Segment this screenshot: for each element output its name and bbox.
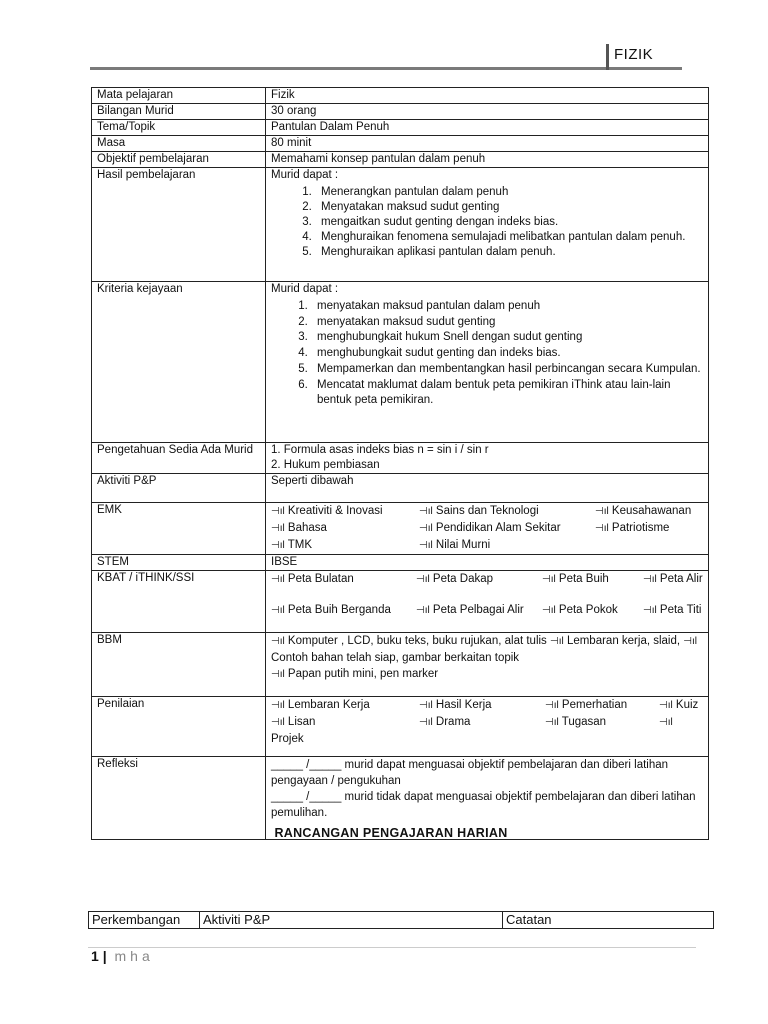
checklist-label: Patriotisme (611, 522, 670, 534)
checklist-item[interactable] (271, 520, 419, 537)
row-label: EMK (92, 503, 266, 555)
checklist-label: Peta Titi (659, 604, 702, 616)
list-intro: Murid dapat : (271, 283, 339, 295)
checklist-item[interactable] (545, 714, 659, 731)
checklist-label: Peta Bulatan (287, 573, 354, 585)
row-label: STEM (92, 555, 266, 571)
table-row (92, 152, 709, 168)
table-row (92, 104, 709, 120)
lesson-plan-table (91, 87, 709, 840)
list-item: 5. Menghuraikan aplikasi pantulan dalam penuh. (315, 245, 703, 260)
list-item: 6. Mencatat maklumat dalam bentuk peta pemikiran iThink atau lain-lain bentuk peta pemikiran. (311, 378, 703, 409)
checklist-item[interactable] (419, 520, 595, 537)
checklist-item[interactable] (271, 714, 419, 731)
checklist-label: Komputer , LCD, buku teks, buku rujukan, alat tulis (287, 635, 547, 647)
row-label: Hasil pembelajaran (92, 168, 266, 282)
checklist-item[interactable] (271, 602, 416, 619)
table-row (92, 136, 709, 152)
author-initials: mha (114, 948, 154, 964)
checkbox-icon: ⊣ıl (271, 717, 285, 728)
document-title: RANCANGAN PENGAJARAN HARIAN (274, 826, 508, 840)
header-subject: FIZIK (614, 46, 654, 63)
table-row (92, 443, 709, 474)
table-row (92, 571, 709, 633)
checklist-label: Kuiz (675, 699, 699, 711)
row-value (266, 571, 709, 633)
row-value (266, 282, 709, 443)
checkbox-icon: ⊣ıl (419, 700, 433, 711)
row-label: Penilaian (92, 697, 266, 757)
column-header: Aktiviti P&P (200, 912, 503, 929)
checklist-label: Contoh bahan telah siap, gambar berkaitan topik (271, 652, 520, 664)
footer-rule (88, 947, 696, 948)
row-value: 80 minit (266, 136, 709, 152)
table-row (92, 282, 709, 443)
table-row (92, 474, 709, 503)
checklist-item[interactable] (542, 571, 643, 588)
checklist-label: Peta Pelbagai Alir (432, 604, 524, 616)
list-item: 3. mengaitkan sudut genting dengan indeks bias. (315, 215, 703, 230)
row-value: Seperti dibawah (266, 474, 709, 503)
table-row (92, 555, 709, 571)
row-value: Pantulan Dalam Penuh (266, 120, 709, 136)
row-label: BBM (92, 633, 266, 697)
list-item: 2. Menyatakan maksud sudut genting (315, 200, 703, 215)
list-item: 2. menyatakan maksud sudut genting (311, 315, 703, 331)
checklist-label: Hasil Kerja (435, 699, 492, 711)
checklist-item[interactable] (271, 503, 419, 520)
checklist-item[interactable] (416, 602, 542, 619)
checklist-label: TMK (287, 539, 312, 551)
checklist-label: Peta Buih (558, 573, 609, 585)
column-header: Catatan (503, 912, 714, 929)
header-tick (606, 44, 609, 70)
checkbox-icon: ⊣ıl (271, 605, 285, 616)
checklist-label: Drama (435, 716, 471, 728)
row-label: Bilangan Murid (92, 104, 266, 120)
checklist-label: Pemerhatian (561, 699, 628, 711)
outcome-list (271, 185, 703, 260)
checklist-label: Peta Dakap (432, 573, 494, 585)
checklist-item[interactable] (271, 668, 438, 680)
checklist-item[interactable] (419, 697, 545, 714)
list-item: 5. Mempamerkan dan membentangkan hasil perbincangan secara Kumpulan. (311, 362, 703, 378)
checkbox-icon: ⊣ıl (416, 574, 430, 585)
row-label: Objektif pembelajaran (92, 152, 266, 168)
checklist-label: Lembaran Kerja (287, 699, 370, 711)
checklist-label: Lembaran kerja, slaid, (566, 635, 681, 647)
checkbox-icon: ⊣ıl (545, 700, 559, 711)
checklist-item[interactable] (595, 503, 691, 520)
checklist-item[interactable] (271, 537, 419, 554)
checklist-item[interactable] (419, 503, 595, 520)
checkbox-icon: ⊣ıl (419, 540, 433, 551)
row-label: Masa (92, 136, 266, 152)
row-value (266, 443, 709, 474)
checklist-item[interactable] (542, 602, 643, 619)
table-row (92, 697, 709, 757)
header-rule (90, 67, 682, 70)
checkbox-icon: ⊣ıl (271, 636, 285, 647)
column-header: Perkembangan (89, 912, 200, 929)
checklist-item[interactable] (659, 697, 698, 714)
reflection-line-1: _____ /_____ murid dapat menguasai objektif pembelajaran dan diberi latihan pengayaan / pengukuhan (271, 759, 669, 787)
row-value: Fizik (266, 88, 709, 104)
list-item: 1. menyatakan maksud pantulan dalam penuh (311, 299, 703, 315)
checkbox-icon: ⊣ıl (659, 700, 673, 711)
checkbox-icon: ⊣ıl (545, 717, 559, 728)
checklist-label: Papan putih mini, pen marker (287, 668, 439, 680)
list-intro: Murid dapat : (271, 169, 339, 181)
checkbox-icon: ⊣ıl (595, 506, 609, 517)
table-row (92, 168, 709, 282)
checklist-item[interactable] (419, 714, 545, 731)
row-label: Mata pelajaran (92, 88, 266, 104)
checklist-item[interactable] (271, 697, 419, 714)
checkbox-icon: ⊣ıl (595, 523, 609, 534)
checkbox-icon: ⊣ıl (643, 574, 657, 585)
row-value (266, 697, 709, 757)
checklist-label: Bahasa (287, 522, 327, 534)
table-row (89, 912, 714, 929)
checklist-label: Pendidikan Alam Sekitar (435, 522, 561, 534)
list-item: 3. menghubungkait hukum Snell dengan sudut genting (311, 330, 703, 346)
table-row (92, 503, 709, 555)
checklist-item[interactable] (271, 571, 416, 588)
row-value (266, 503, 709, 555)
page-footer (91, 948, 154, 964)
checklist-label: Peta Buih Berganda (287, 604, 391, 616)
row-label: Refleksi (92, 757, 266, 840)
row-label: Tema/Topik (92, 120, 266, 136)
checklist-item[interactable] (419, 537, 490, 554)
row-label: Kriteria kejayaan (92, 282, 266, 443)
checklist-item[interactable] (545, 697, 659, 714)
checkbox-icon: ⊣ıl (659, 717, 673, 728)
checklist-item[interactable] (416, 571, 542, 588)
checklist-label: Projek (271, 733, 304, 745)
checklist-item[interactable] (643, 571, 703, 588)
row-value: IBSE (266, 555, 709, 571)
reflection-line-2: _____ /_____ murid tidak dapat menguasai objektif pembelajaran dan diberi latihan pemulihan. (271, 791, 696, 819)
row-value: 30 orang (266, 104, 709, 120)
prior-knowledge-1: 1. Formula asas indeks bias n = sin i / sin r (271, 444, 489, 456)
checklist-item[interactable] (595, 520, 669, 537)
checkbox-icon: ⊣ıl (550, 636, 564, 647)
checklist-item[interactable] (271, 635, 547, 647)
table-row (92, 633, 709, 697)
checklist-label: Nilai Murni (435, 539, 491, 551)
list-item: 4. Menghuraikan fenomena semulajadi melibatkan pantulan dalam penuh. (315, 230, 703, 245)
checkbox-icon: ⊣ıl (683, 636, 698, 647)
list-item: 1. Menerangkan pantulan dalam penuh (315, 185, 703, 200)
checkbox-icon: ⊣ıl (419, 506, 433, 517)
criteria-list (271, 299, 703, 409)
checkbox-icon: ⊣ıl (271, 669, 285, 680)
progress-table (88, 911, 714, 929)
row-value (266, 168, 709, 282)
row-label: KBAT / iTHINK/SSI (92, 571, 266, 633)
page-separator: | (102, 948, 107, 964)
checkbox-icon: ⊣ıl (271, 700, 285, 711)
checklist-item[interactable] (550, 635, 680, 647)
row-label: Pengetahuan Sedia Ada Murid (92, 443, 266, 474)
checkbox-icon: ⊣ıl (271, 574, 285, 585)
row-value: Memahami konsep pantulan dalam penuh (266, 152, 709, 168)
checkbox-icon: ⊣ıl (271, 523, 285, 534)
page-number: 1 (91, 948, 99, 964)
checkbox-icon: ⊣ıl (643, 605, 657, 616)
table-row (92, 88, 709, 104)
checklist-label: Lisan (287, 716, 316, 728)
checkbox-icon: ⊣ıl (419, 717, 433, 728)
checkbox-icon: ⊣ıl (271, 540, 285, 551)
checklist-item[interactable] (643, 602, 701, 619)
checklist-label: Kreativiti & Inovasi (287, 505, 383, 517)
checklist-label: Peta Alir (659, 573, 703, 585)
checkbox-icon: ⊣ıl (419, 523, 433, 534)
checklist-item[interactable] (659, 714, 673, 731)
checkbox-icon: ⊣ıl (416, 605, 430, 616)
checklist-label: Tugasan (561, 716, 607, 728)
checkbox-icon: ⊣ıl (542, 574, 556, 585)
checkbox-icon: ⊣ıl (542, 605, 556, 616)
list-item: 4. menghubungkait sudut genting dan indeks bias. (311, 346, 703, 362)
row-value (266, 633, 709, 697)
checklist-label: Keusahawanan (611, 505, 692, 517)
table-row (92, 120, 709, 136)
row-label: Aktiviti P&P (92, 474, 266, 503)
checklist-label: Peta Pokok (558, 604, 618, 616)
checklist-label: Sains dan Teknologi (435, 505, 539, 517)
prior-knowledge-2: 2. Hukum pembiasan (271, 459, 380, 471)
checkbox-icon: ⊣ıl (271, 506, 285, 517)
